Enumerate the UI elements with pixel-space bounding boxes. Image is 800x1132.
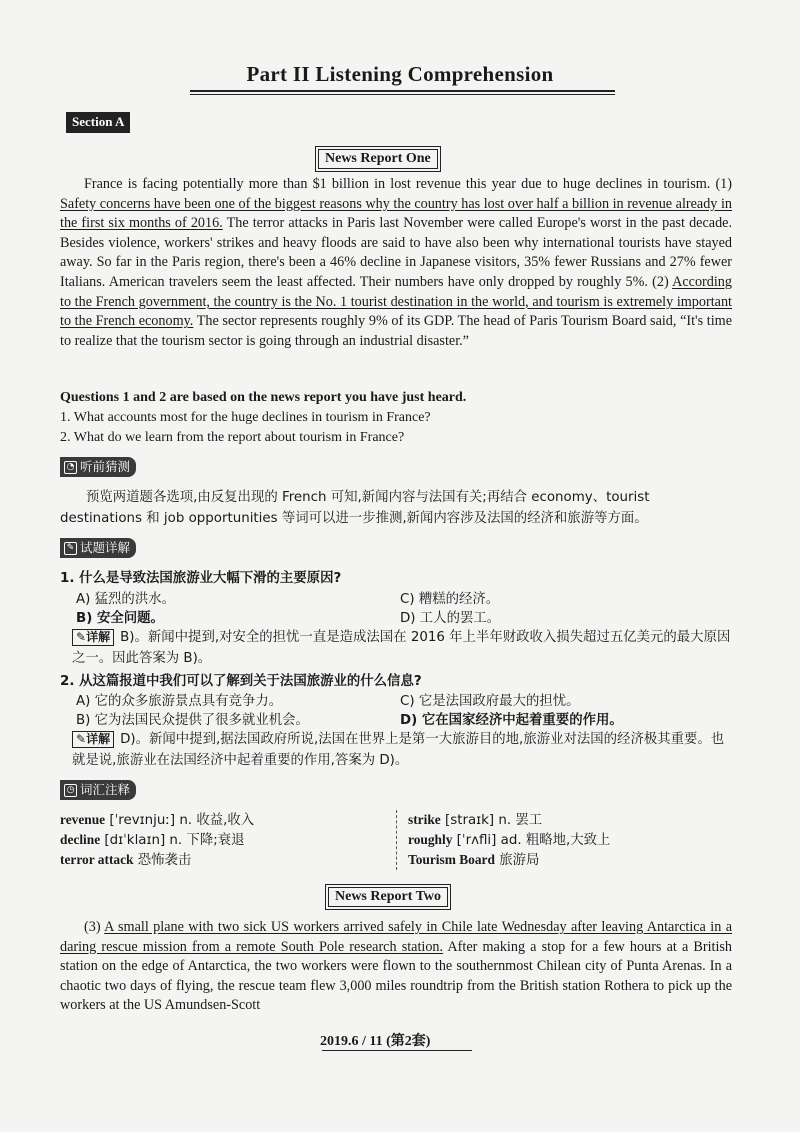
vocab-gloss: [ˈrevɪnjuː] n. 收益,收入: [105, 813, 255, 828]
explain-q2: 2. 从这篇报道中我们可以了解到关于法国旅游业的什么信息?: [60, 674, 422, 689]
explain-q1-option-b: B) 安全问题。: [76, 611, 164, 626]
title-rule: [190, 90, 615, 92]
vocab-tag: [60, 780, 136, 800]
explain-tag-label: 试题详解: [80, 540, 131, 555]
vocab-gloss: 恐怖袭击: [133, 853, 192, 868]
vocab-gloss: [ˈrʌfli] ad. 粗略地,大致上: [452, 833, 611, 848]
explain-d2-text: D)。新闻中提到,据法国政府所说,法国在世界上是第一大旅游目的地,旅游业对法国的经济极其重要。也就是说,旅游业在法国经济中起着重要的作用,答案为 D)。: [72, 732, 725, 768]
page-footer: 2019.6 / 11 (第2套): [320, 1034, 431, 1049]
vocab-gloss: [dɪˈklaɪn] n. 下降;衰退: [100, 833, 245, 848]
vocab-word: terror attack: [60, 852, 134, 867]
section-badge: Section A: [66, 112, 130, 133]
explain-d2: [72, 729, 732, 771]
vocab-entry: [60, 850, 254, 870]
report-one-paragraph: [60, 175, 732, 351]
report-two-text-b: After making a stop for a few hours at a British station on the edge of Antarctica, the two workers were flown to the southernmost Chilean city of Punta Arenas. In a chaotic two days of flying, the rescue team flew 3,000 miles roundtrip from the British station Rothera to pick up the workers at the US Amundsen-Scott: [60, 938, 733, 1014]
vocab-word: roughly: [408, 832, 453, 847]
detail-pencil-icon: ✎: [76, 630, 87, 644]
question-1: 1. What accounts most for the huge declines in tourism in France?: [60, 410, 431, 425]
vocab-entry: [60, 810, 254, 830]
part-title: Part II Listening Comprehension: [246, 62, 554, 86]
explain-q2-option-b: B) 它为法国民众提供了很多就业机会。: [76, 713, 309, 728]
footer-rule: [322, 1050, 472, 1051]
report-two-paragraph: [60, 918, 732, 1016]
title-rule-thin: [190, 94, 615, 95]
report-two-heading: News Report Two: [328, 887, 448, 907]
detail-badge-2: [72, 731, 114, 748]
vocab-entry: [60, 830, 254, 850]
vocab-entry: [408, 850, 610, 870]
vocab-entry: [408, 810, 610, 830]
explain-q1: 1. 什么是导致法国旅游业大幅下滑的主要原因?: [60, 571, 342, 586]
report-one-text-a: France is facing potentially more than $1 billion in lost revenue this year due to huge declines in tourism. (1): [84, 176, 732, 192]
vocab-left-column: [60, 810, 254, 870]
prelisten-tag-label: 听前猜测: [80, 459, 131, 474]
prelisten-tag: [60, 457, 136, 477]
explain-tag: [60, 538, 136, 558]
explain-q2-option-c: C) 它是法国政府最大的担忧。: [400, 694, 580, 709]
explain-d1-text: B)。新闻中提到,对安全的担忧一直是造成法国在 2016 年上半年财政收入损失超过五亿美元的最大原因之一。因此答案为 B)。: [72, 630, 731, 666]
vocab-gloss: 旅游局: [494, 853, 540, 868]
ear-icon: ◔: [64, 461, 77, 474]
report-one-text-b: The terror attacks in Paris last November were called Europe's worst in the past decade. Besides violence, workers' strikes and heavy floods are said to have also been why international tourists have stayed away. So far in the Paris region, there's been a 46% decline in Japanese visitors, 35% fewer Russians and 27% fewer Italians. American travelers seem the least affected. Their numbers have only dropped by roughly 5%. (2): [60, 215, 733, 290]
vocab-divider: [396, 810, 397, 870]
vocab-gloss: [straɪk] n. 罢工: [440, 813, 543, 828]
report-one-text-c: The sector represents roughly 9% of its GDP. The head of Paris Tourism Board said, “It's time to realize that the tourism sector is going through an industrial disaster.”: [60, 313, 732, 349]
vocab-right-column: [408, 810, 610, 870]
report-one-underlined-2: According to the French government, the country is the No. 1 tourist destination in the world, and tourism is extremely important to the French economy.: [60, 273, 732, 330]
explain-q2-option-d: D) 它在国家经济中起着重要的作用。: [400, 713, 623, 728]
report-one-underlined-1: Safety concerns have been one of the biggest reasons why the country has lost over half a billion in revenue already in the first six months of 2016.: [60, 195, 732, 232]
report-one-heading: News Report One: [318, 149, 438, 169]
vocab-word: revenue: [60, 812, 106, 827]
detail-pencil-icon: ✎: [76, 732, 87, 746]
prelisten-text: 预览两道题各选项,由反复出现的 French 可知,新闻内容与法国有关;再结合 economy、tourist destinations 和 job opportunities 等词可以进一步推测,新闻内容涉及法国的经济和旅游等方面。: [60, 490, 650, 526]
vocab-word: strike: [408, 812, 441, 827]
pencil-icon: ✎: [64, 542, 77, 555]
detail-badge-2-label: 详解: [86, 732, 111, 746]
vocab-entry: [408, 830, 610, 850]
vocab-tag-label: 词汇注释: [80, 782, 131, 797]
question-2: 2. What do we learn from the report about tourism in France?: [60, 430, 405, 445]
vocab-word: Tourism Board: [408, 852, 495, 867]
explain-d1: [72, 627, 732, 669]
explain-q1-option-a: A) 猛烈的洪水。: [76, 592, 175, 607]
explain-q1-option-d: D) 工人的罢工。: [400, 611, 501, 626]
questions-heading: Questions 1 and 2 are based on the news report you have just heard.: [60, 390, 467, 405]
clock-icon: ◷: [64, 784, 77, 797]
explain-q1-option-c: C) 糟糕的经济。: [400, 592, 500, 607]
vocab-word: decline: [60, 832, 101, 847]
explain-q2-option-a: A) 它的众多旅游景点具有竞争力。: [76, 694, 283, 709]
report-two-text-a: (3): [84, 919, 105, 935]
report-two-underlined-1: A small plane with two sick US workers arrived safely in Chile late Wednesday after leaving Antarctica in a daring rescue mission from a remote South Pole research station.: [60, 919, 732, 955]
detail-badge-1: [72, 629, 114, 646]
detail-badge-1-label: 详解: [86, 630, 111, 644]
